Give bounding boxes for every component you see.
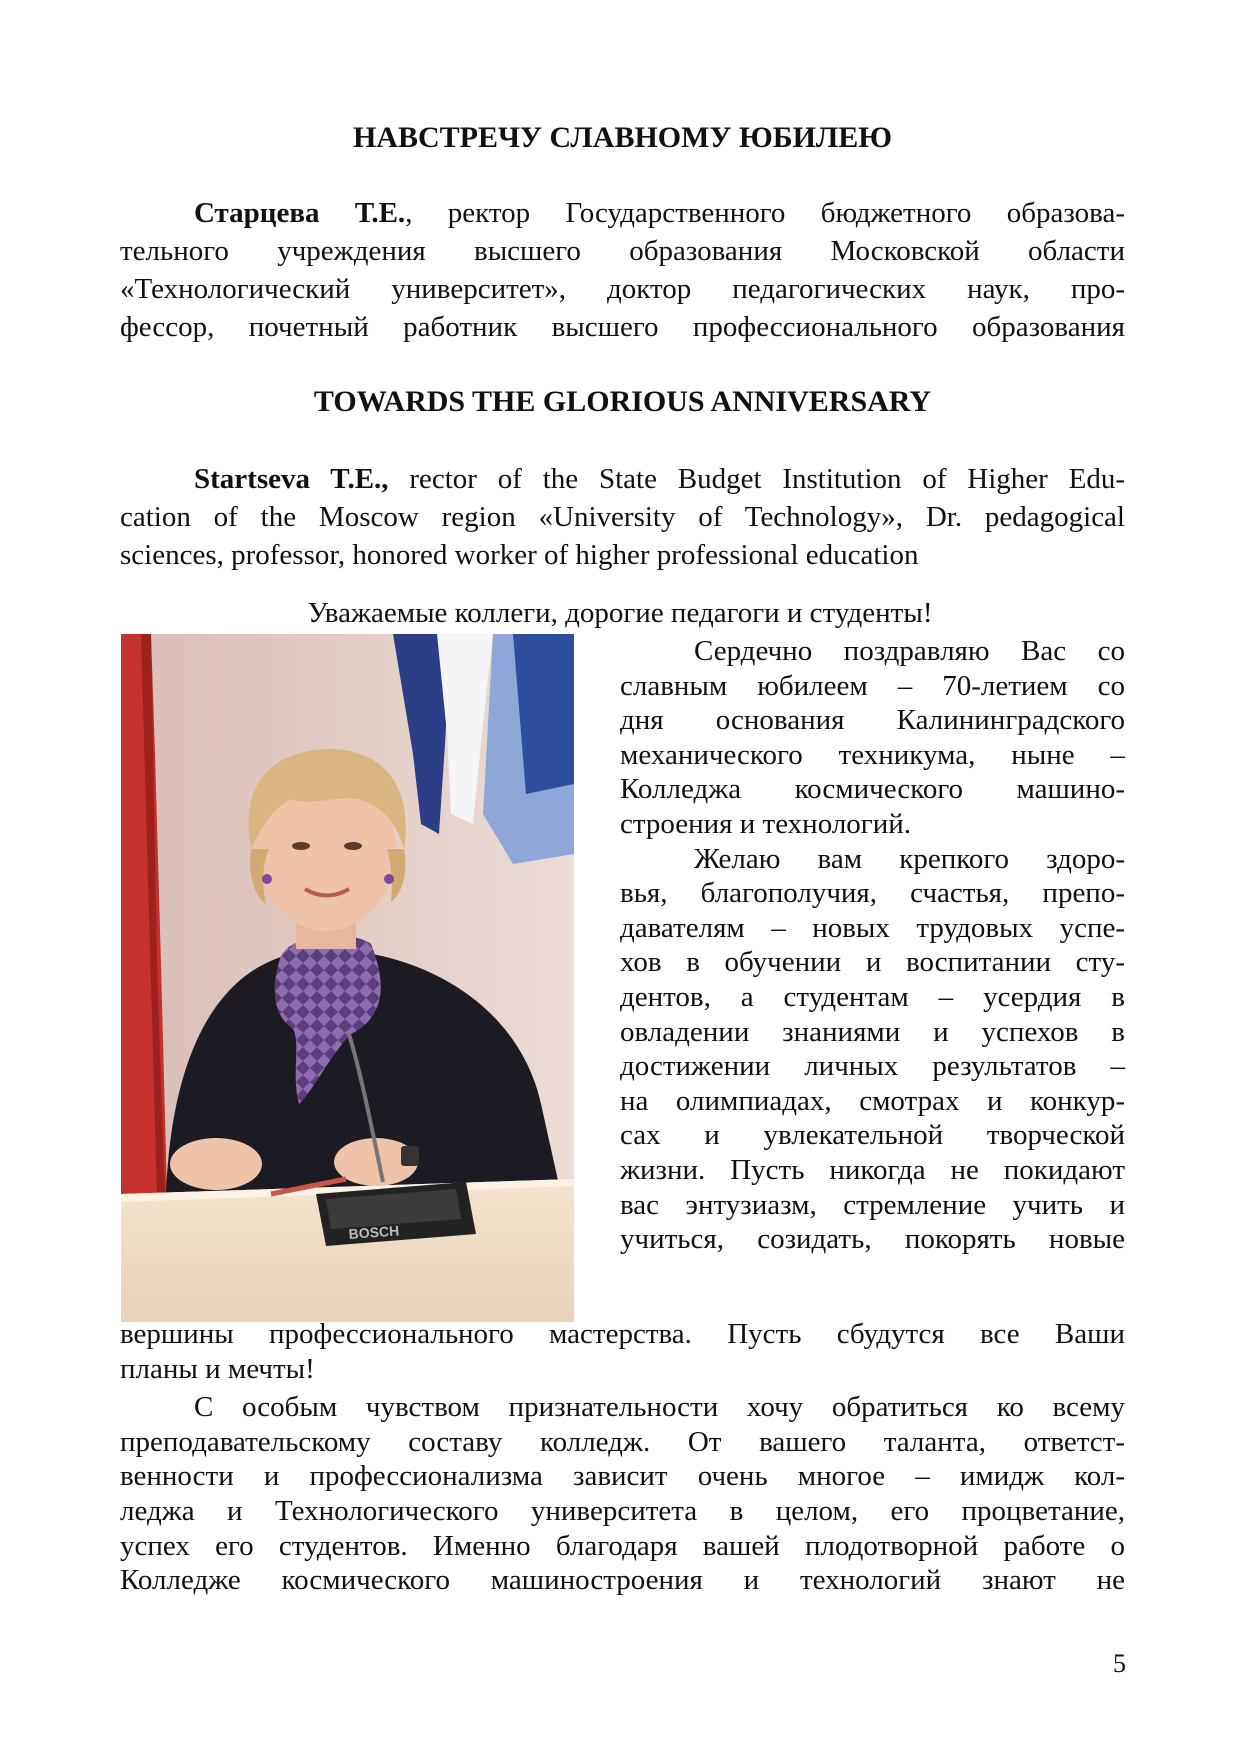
author-ru-text: , ректор Государственного бюджетного образова- xyxy=(405,197,1126,229)
paragraph-line: венности и профессионализма зависит очень многое – имидж кол- xyxy=(120,1460,1125,1493)
column-line: Колледжа космического машино- xyxy=(620,773,1125,806)
author-ru-line-4: фессор, почетный работник высшего профессионального образования xyxy=(120,311,1125,343)
author-en-name: Startseva T.E., xyxy=(194,463,389,495)
greeting: Уважаемые коллеги, дорогие педагоги и студенты! xyxy=(307,597,933,629)
heading-english: TOWARDS THE GLORIOUS ANNIVERSARY xyxy=(313,385,932,418)
author-ru-line-2: тельного учреждения высшего образования Московской области xyxy=(120,235,1125,267)
column-line: учиться, созидать, покорять новые xyxy=(620,1223,1125,1256)
column-line: славным юбилеем – 70-летием со xyxy=(620,669,1125,702)
heading-russian: НАВСТРЕЧУ СЛАВНОМУ ЮБИЛЕЮ xyxy=(352,121,893,154)
column-line: Сердечно поздравляю Вас со xyxy=(694,635,1125,667)
column-line: овладении знаниями и успехов в xyxy=(620,1015,1125,1048)
paragraph-line: преподавательскому составу колледж. От вашего таланта, ответст- xyxy=(120,1425,1125,1458)
author-en-text: rector of the State Budget Institution of Higher Edu- xyxy=(388,463,1126,495)
column-line: на олимпиадах, смотрах и конкур- xyxy=(620,1084,1125,1117)
paragraph-line: планы и мечты! xyxy=(120,1352,315,1385)
column-line: вас энтузиазм, стремление учить и xyxy=(620,1188,1125,1221)
column-line: жизни. Пусть никогда не покидают xyxy=(620,1154,1125,1186)
column-line: Желаю вам крепкого здоро- xyxy=(694,842,1125,875)
column-line: хов в обучении и воспитании сту- xyxy=(620,946,1125,979)
author-ru-line-3: «Технологический университет», доктор педагогических наук, про- xyxy=(120,273,1125,305)
portrait-illustration xyxy=(121,634,574,1322)
column-line: сах и увлекательной творческой xyxy=(620,1119,1125,1152)
column-line: дентов, а студентам – усердия в xyxy=(620,981,1125,1013)
column-line: вья, благополучия, счастья, препо- xyxy=(620,877,1125,910)
photo-brand-text: BOSCH xyxy=(348,1222,400,1242)
author-en-line-1 xyxy=(120,460,1125,498)
author-ru-line-1 xyxy=(120,194,1125,232)
author-ru-name: Старцева Т.Е. xyxy=(194,197,406,229)
author-en-line-2: cation of the Moscow region «University of Technology», Dr. pedagogical xyxy=(120,501,1125,533)
column-line: дня основания Калининградского xyxy=(620,704,1125,737)
column-line: давателям – новых трудовых успе- xyxy=(620,911,1125,944)
paragraph-line: вершины профессионального мастерства. Пусть сбудутся все Ваши xyxy=(120,1318,1125,1350)
paragraph-line: С особым чувством признательности хочу обратиться ко всему xyxy=(194,1391,1125,1424)
page-number: 5 xyxy=(1113,1649,1126,1678)
paragraph-line: успех его студентов. Именно благодаря вашей плодотворной работе о xyxy=(120,1529,1125,1562)
column-line: механического техникума, ныне – xyxy=(620,738,1125,771)
paragraph-line: Колледже космического машиностроения и технологий знают не xyxy=(120,1564,1125,1597)
author-en-line-3: sciences, professor, honored worker of higher professional education xyxy=(120,539,919,571)
column-line: достижении личных результатов – xyxy=(620,1050,1125,1083)
column-line: строения и технологий. xyxy=(620,808,911,840)
paragraph-line: леджа и Технологического университета в целом, его процветание, xyxy=(120,1495,1125,1527)
portrait-photo xyxy=(121,634,574,1322)
